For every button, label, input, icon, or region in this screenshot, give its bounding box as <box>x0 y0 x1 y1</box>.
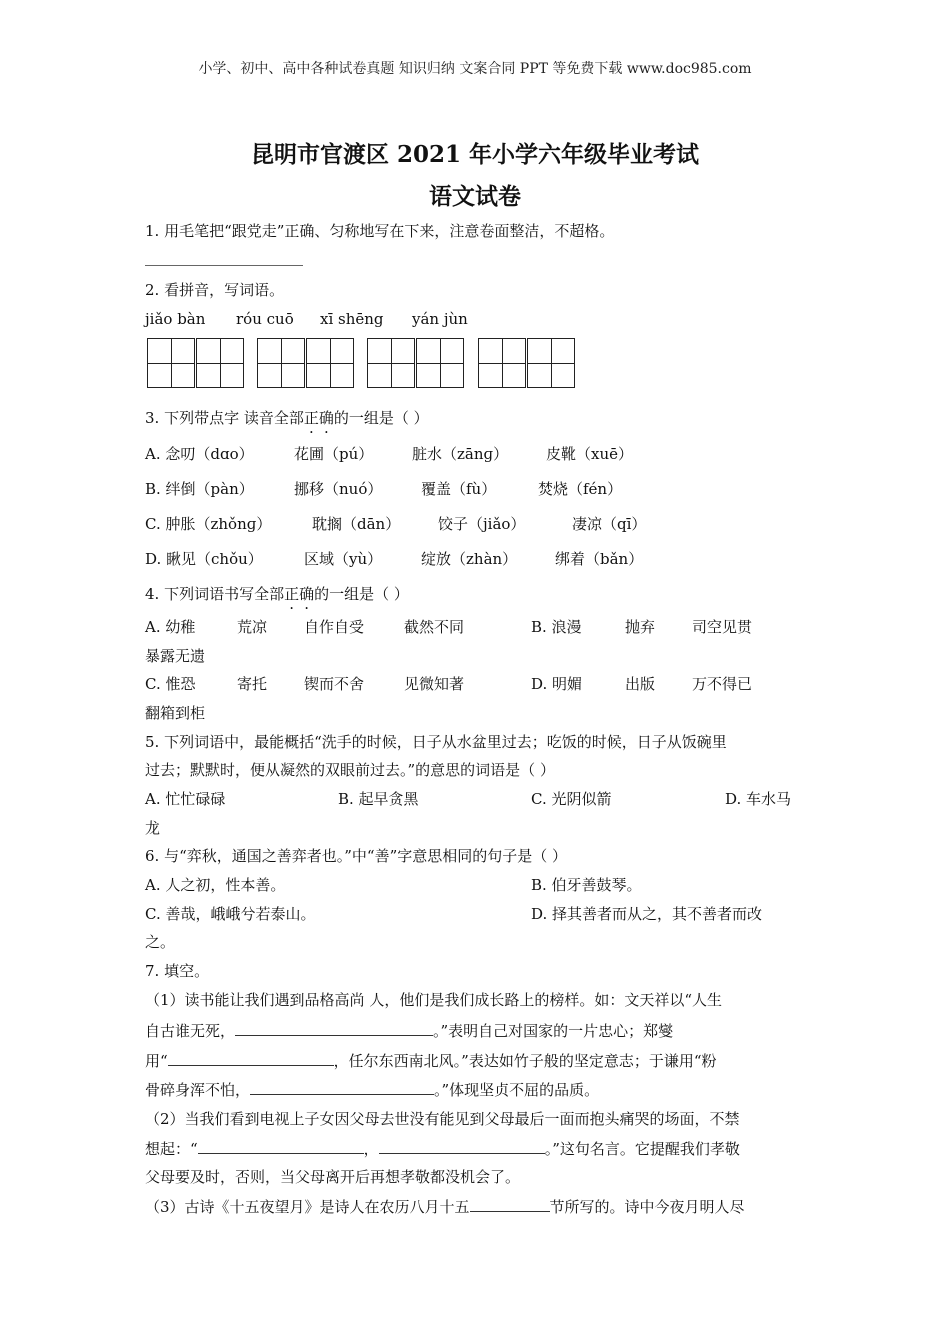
q4-c-2: 寄托 <box>237 675 268 693</box>
q1-answer-line[interactable] <box>145 265 303 266</box>
q3-d-3: 绽放（zhàn） <box>421 550 518 568</box>
q4-a-4: 截然不同 <box>404 618 465 636</box>
q3-b-3: 覆盖（fù） <box>421 480 497 498</box>
q3-c-4: 凄凉（qī） <box>572 515 647 533</box>
pinyin-1: jiǎo bàn <box>145 310 206 328</box>
exam-subtitle: 语文试卷 <box>429 183 521 210</box>
q7-text: 7. 填空。 <box>145 962 210 980</box>
fill-blank[interactable] <box>470 1197 550 1212</box>
q7-p2-line2: 想起：“ ， 。”这句名言。它提醒我们孝敬 <box>145 1140 740 1158</box>
q1-text: 1. 用毛笔把“跟党走”正确、匀称地写在下来，注意卷面整洁，不超格。 <box>145 222 615 240</box>
q3-b-2: 挪移（nuó） <box>294 480 383 498</box>
q6-opt-a: A. 人之初，性本善。 <box>145 876 286 894</box>
q4-d-1: D. 明媚 <box>531 675 583 693</box>
grid-cell[interactable] <box>367 338 415 388</box>
q7-p2-line3: 父母要及时，否则，当父母离开后再想孝敬都没机会了。 <box>145 1168 521 1186</box>
fill-blank[interactable] <box>235 1021 433 1036</box>
q3-b-1: B. 绊倒（pàn） <box>145 480 254 498</box>
q3-b-4: 焚烧（fén） <box>538 480 623 498</box>
q5-line2: 过去；默默时，便从凝然的双眼前过去。”的意思的词语是（ ） <box>145 761 555 779</box>
q4-text: 4. 下列词语书写全部正确的一组是（ ） <box>145 585 409 603</box>
q4-d-wrap: 翻箱到柜 <box>145 704 206 722</box>
grid-cell[interactable] <box>147 338 195 388</box>
q5-opt-c: C. 光阴似箭 <box>531 790 612 808</box>
q3-a-1: A. 念叨（dɑo） <box>145 445 254 463</box>
grid-cell[interactable] <box>478 338 526 388</box>
grid-cell[interactable] <box>196 338 244 388</box>
q4-c-4: 见微知著 <box>404 675 465 693</box>
q3-a-3: 脏水（zānɡ） <box>412 445 509 463</box>
q3-text: 3. 下列带点字 读音全部正确的一组是（ ） <box>145 409 429 427</box>
q5-opt-a: A. 忙忙碌碌 <box>145 790 226 808</box>
q4-b-3: 司空见贯 <box>692 618 753 636</box>
q3-d-4: 绑着（bǎn） <box>555 550 644 568</box>
q3-c-2: 耽搁（dān） <box>312 515 401 533</box>
page-header: 小学、初中、高中各种试卷真题 知识归纳 文案合同 PPT 等免费下载 www.doc985.com <box>198 61 752 77</box>
q4-b-2: 抛弃 <box>625 618 656 636</box>
fill-blank[interactable] <box>250 1080 434 1095</box>
exam-title: 昆明市官渡区 2021 年小学六年级毕业考试 <box>250 141 700 168</box>
pinyin-2: róu cuō <box>236 310 294 328</box>
q5-wrap: 龙 <box>145 819 161 837</box>
q7-p1-line1: （1）读书能让我们遇到品格高尚 人，他们是我们成长路上的榜样。如：文天祥以“人生 <box>145 991 722 1009</box>
q4-d-2: 出版 <box>625 675 656 693</box>
q4-a-3: 自作自受 <box>304 618 365 636</box>
q3-d-1: D. 瞅见（chǒu） <box>145 550 263 568</box>
q7-p1-line4: 骨碎身浑不怕， 。”体现坚贞不屈的品质。 <box>145 1081 600 1099</box>
q4-d-3: 万不得已 <box>692 675 753 693</box>
q3-a-2: 花圃（pú） <box>294 445 374 463</box>
grid-cell[interactable] <box>257 338 305 388</box>
q2-text: 2. 看拼音，写词语。 <box>145 281 285 299</box>
grid-cell[interactable] <box>527 338 575 388</box>
q7-p1-line3: 用“ ，任尔东西南北风。”表达如竹子般的坚定意志；于谦用“粉 <box>145 1052 717 1070</box>
q3-c-3: 饺子（jiǎo） <box>438 515 526 533</box>
q4-b-1: B. 浪漫 <box>531 618 582 636</box>
q4-a-2: 荒凉 <box>237 618 268 636</box>
q4-a-1: A. 幼稚 <box>145 618 196 636</box>
q5-line1: 5. 下列词语中，最能概括“洗手的时候，日子从水盆里过去；吃饭的时候，日子从饭碗里 <box>145 733 727 751</box>
pinyin-4: yán jùn <box>412 310 468 328</box>
q6-text: 6. 与“弈秋，通国之善弈者也。”中“善”字意思相同的句子是（ ） <box>145 847 568 865</box>
grid-cell[interactable] <box>306 338 354 388</box>
q7-p3-line1: （3）古诗《十五夜望月》是诗人在农历八月十五 节所写的。诗中今夜月明人尽 <box>145 1198 745 1216</box>
q3-d-2: 区域（yù） <box>304 550 383 568</box>
q6-wrap: 之。 <box>145 933 176 951</box>
fill-blank[interactable] <box>168 1051 334 1066</box>
q5-opt-b: B. 起早贪黑 <box>338 790 419 808</box>
q4-c-1: C. 惟恐 <box>145 675 196 693</box>
q3-a-4: 皮靴（xuē） <box>546 445 633 463</box>
grid-cell[interactable] <box>416 338 464 388</box>
q4-c-3: 锲而不舍 <box>304 675 365 693</box>
pinyin-3: xī shēng <box>320 310 384 328</box>
q3-c-1: C. 肿胀（zhǒnɡ） <box>145 515 272 533</box>
q6-opt-c: C. 善哉，峨峨兮若泰山。 <box>145 905 316 923</box>
q6-opt-d: D. 择其善者而从之，其不善者而改 <box>531 905 763 923</box>
fill-blank[interactable] <box>379 1139 545 1154</box>
q7-p1-line2: 自古谁无死， 。”表明自己对国家的一片忠心；郑燮 <box>145 1022 674 1040</box>
fill-blank[interactable] <box>198 1139 364 1154</box>
q7-p2-line1: （2）当我们看到电视上子女因父母去世没有能见到父母最后一面而抱头痛哭的场面，不禁 <box>145 1110 740 1128</box>
q6-opt-b: B. 伯牙善鼓琴。 <box>531 876 642 894</box>
q4-b-wrap: 暴露无遗 <box>145 647 206 665</box>
q5-opt-d: D. 车水马 <box>725 790 792 808</box>
